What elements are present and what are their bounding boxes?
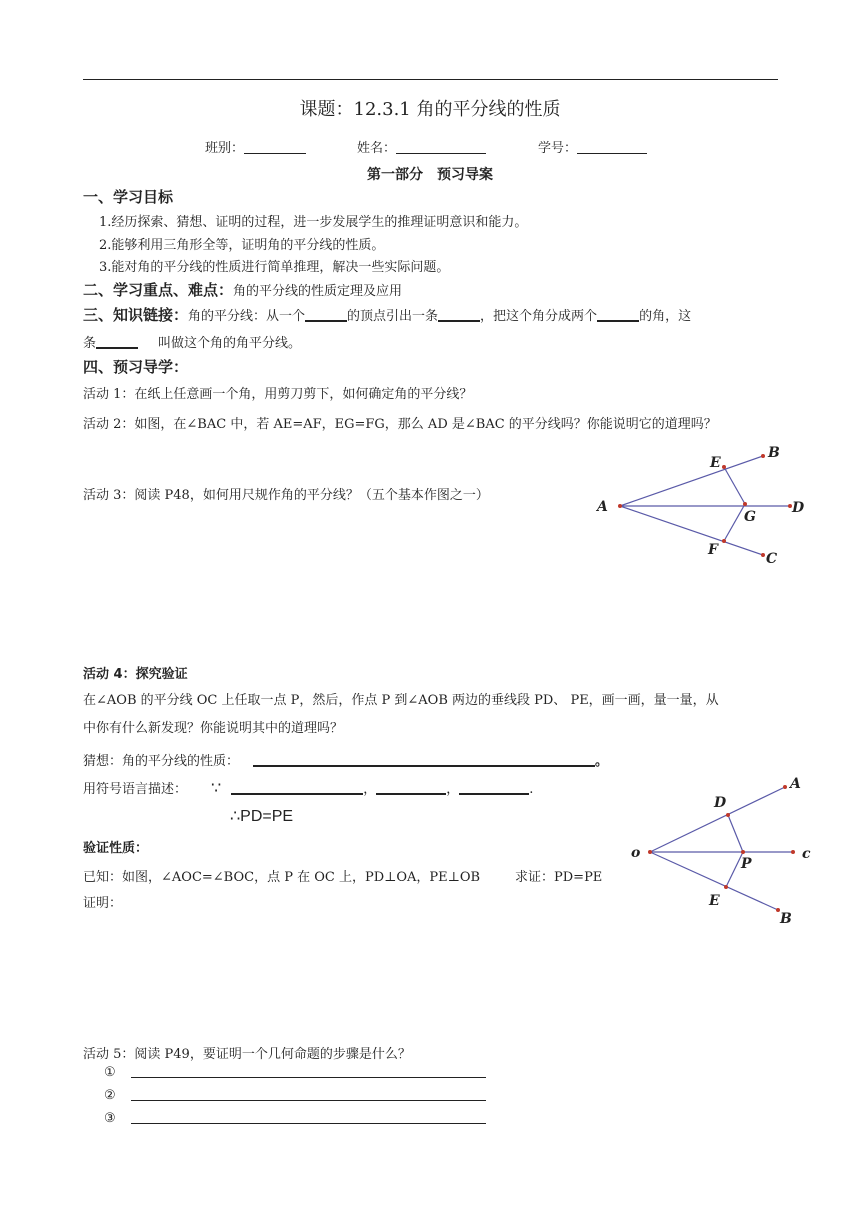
name-label: 姓名：: [357, 141, 397, 156]
name-blank[interactable]: [396, 140, 486, 154]
label-F: F: [708, 542, 718, 558]
activity4-text: 中你有什么新发现？你能说明其中的道理吗？: [83, 721, 344, 736]
label-B: B: [780, 911, 792, 927]
blank-ray[interactable]: [438, 307, 480, 322]
symbol-line: [83, 778, 533, 797]
figure-angle-bisector-property: [625, 770, 825, 930]
because-symbol: ∵: [211, 778, 222, 797]
activity2: 活动 2：如图，在∠BAC 中，若 AE=AF，EG=FG，那么 AD 是∠BAC 的平分线吗？你能说明它的道理吗？: [83, 417, 717, 432]
prove-text: 求证：PD=PE: [515, 870, 603, 885]
sec3-line2: [83, 332, 301, 351]
comma: ，: [446, 782, 460, 797]
activity4-text: 在∠AOB 的平分线 OC 上任取一点 P，然后，作点 P 到∠AOB 两边的垂线段 PD、 PE，画一画，量一量，从: [83, 693, 719, 708]
guess-label: 猜想：角的平分线的性质：: [83, 754, 240, 769]
name-field: [357, 137, 486, 156]
step-number: ②: [104, 1088, 116, 1103]
blank-equal[interactable]: [597, 307, 639, 322]
activity1: 活动 1：在纸上任意画一个角，用剪刀剪下，如何确定角的平分线？: [83, 387, 473, 402]
class-label: 班别：: [205, 141, 245, 156]
sec4-heading: 四、预习导学：: [83, 358, 189, 376]
id-blank[interactable]: [577, 140, 647, 154]
sec3-text: 的角，这: [639, 309, 692, 324]
part-title: 第一部分 预习导案: [367, 167, 493, 183]
sec3-text: 条: [83, 336, 97, 351]
activity4-heading: 活动 4：探究验证: [83, 667, 188, 682]
sec2-text: 角的平分线的性质定理及应用: [233, 284, 403, 299]
guess-line: [83, 750, 608, 769]
class-blank[interactable]: [244, 140, 306, 154]
condition-blank-2[interactable]: [376, 780, 446, 795]
label-c: c: [802, 846, 811, 862]
student-id-field: [538, 137, 647, 156]
symbol-label: 用符号语言描述：: [83, 782, 188, 797]
step-number: ③: [104, 1111, 116, 1126]
sec2-heading: 二、学习重点、难点：: [83, 281, 234, 299]
label-A: A: [790, 776, 801, 792]
activity3: 活动 3：阅读 P48，如何用尺规作角的平分线？（五个基本作图之一）: [83, 488, 489, 503]
given-text: 已知：如图，∠AOC=∠BOC，点 P 在 OC 上，PD⊥OA，PE⊥OB: [83, 870, 481, 885]
period: .: [529, 782, 534, 797]
proof-label: 证明：: [83, 896, 123, 911]
label-P: P: [741, 856, 752, 872]
label-D: D: [714, 795, 727, 811]
label-C: C: [766, 551, 778, 567]
goal-item: 3.能对角的平分线的性质进行简单推理，解决一些实际问题。: [99, 260, 450, 275]
sec3-heading: 三、知识链接：: [83, 306, 189, 324]
sec3-text: 角的平分线：从一个: [188, 309, 306, 324]
sec1-heading: 一、学习目标: [83, 188, 174, 206]
page-title: 课题：12.3.1 角的平分线的性质: [299, 99, 561, 120]
label-D: D: [792, 500, 805, 516]
step-answer-line-3[interactable]: [131, 1123, 486, 1124]
step-number: ①: [104, 1065, 116, 1080]
step-answer-line-2[interactable]: [131, 1100, 486, 1101]
header-rule: [83, 79, 778, 80]
verify-heading: 验证性质：: [83, 841, 149, 856]
blank-ray2[interactable]: [96, 334, 138, 349]
sec2: [83, 279, 402, 300]
guess-end: 。: [595, 754, 609, 769]
step-answer-line-1[interactable]: [131, 1077, 486, 1078]
sec3-text: 的顶点引出一条: [347, 309, 439, 324]
id-label: 学号：: [538, 141, 578, 156]
condition-blank-3[interactable]: [459, 780, 529, 795]
label-o: o: [631, 845, 641, 861]
guess-blank[interactable]: [253, 752, 595, 767]
class-field: [205, 137, 306, 156]
blank-angle[interactable]: [305, 307, 347, 322]
condition-blank-1[interactable]: [231, 780, 363, 795]
therefore-line: ∴PD=PE: [230, 808, 294, 825]
label-B: B: [768, 445, 780, 461]
label-E: E: [710, 455, 721, 471]
comma: ，: [363, 782, 377, 797]
sec3-text: 叫做这个角的角平分线。: [158, 336, 302, 351]
label-G: G: [744, 509, 756, 525]
figure-angle-bisector-construction: [590, 440, 820, 570]
activity5: 活动 5：阅读 P49，要证明一个几何命题的步骤是什么？: [83, 1047, 411, 1062]
sec3-text: ，把这个角分成两个: [480, 309, 598, 324]
sec3-line1: [83, 304, 691, 325]
goal-item: 1.经历探索、猜想、证明的过程，进一步发展学生的推理证明意识和能力。: [99, 215, 528, 230]
label-A: A: [597, 499, 608, 515]
label-E: E: [709, 893, 720, 909]
goal-item: 2.能够利用三角形全等，证明角的平分线的性质。: [99, 238, 385, 253]
